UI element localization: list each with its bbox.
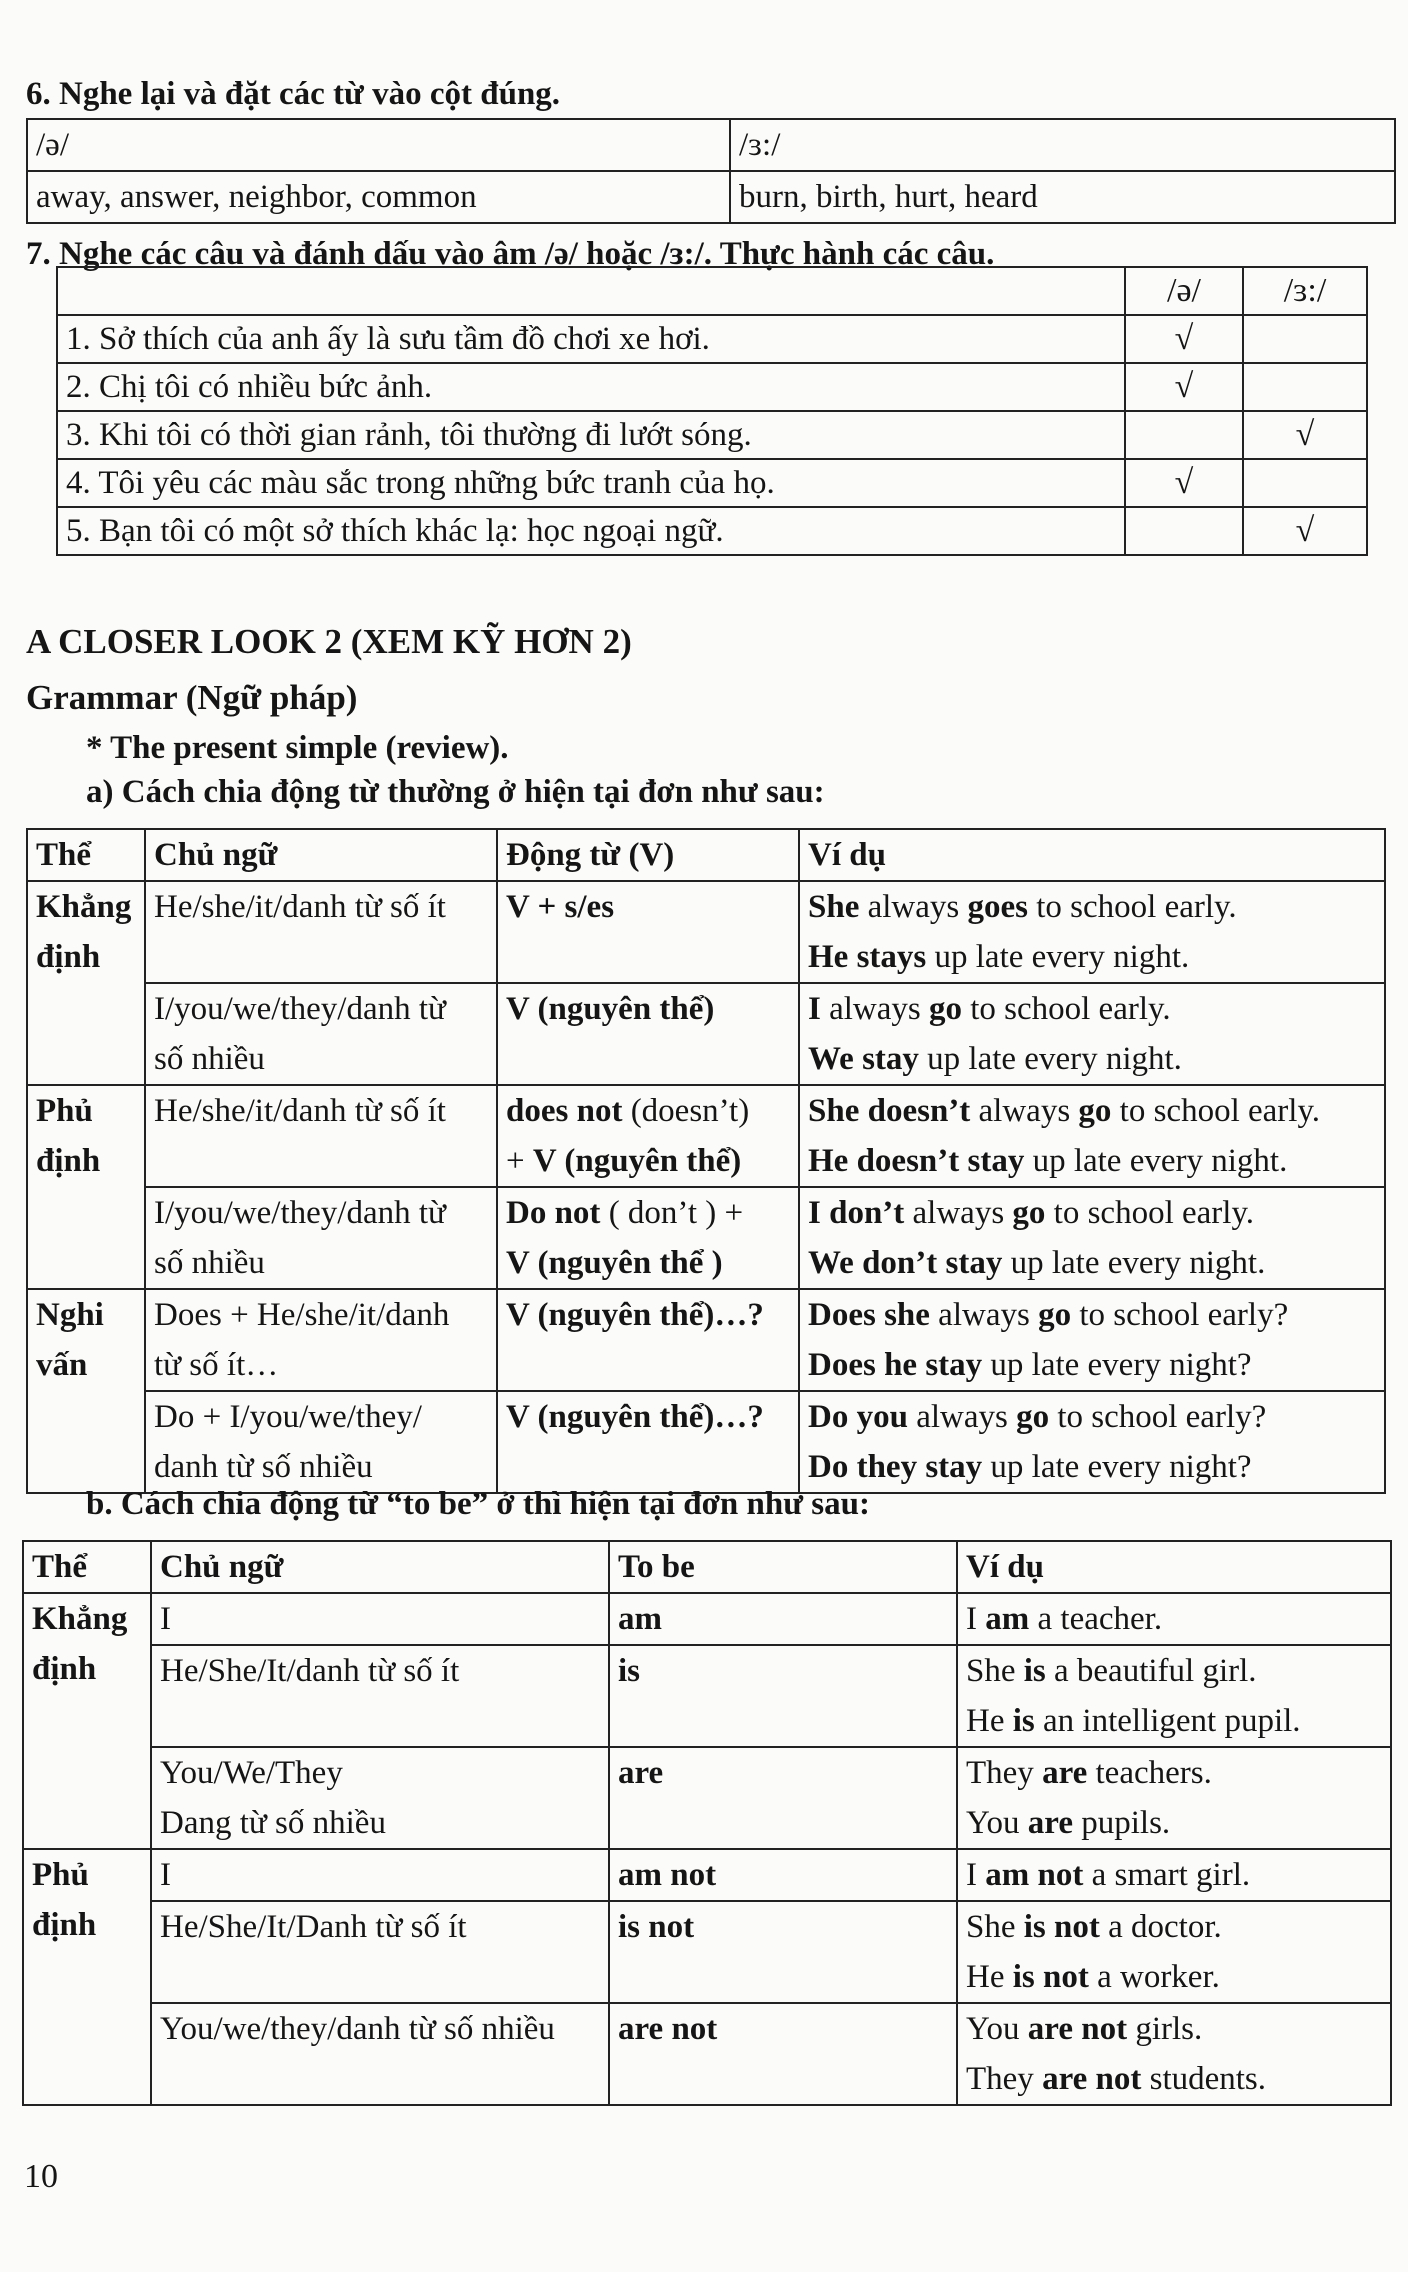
er-words: burn, birth, hurt, heard xyxy=(730,171,1395,223)
header-subject: Chủ ngữ xyxy=(145,829,497,881)
sentence-1: 1. Sở thích của anh ấy là sưu tầm đồ chơi xe hơi. xyxy=(57,315,1125,363)
check-mark xyxy=(1125,507,1243,555)
form-affirmative: Khẳng định xyxy=(27,881,145,1085)
exercise-6-table xyxy=(26,118,1396,224)
subject-cell: He/She/It/Danh từ số ít xyxy=(151,1901,609,2003)
check-mark: √ xyxy=(1243,411,1367,459)
sentence-3: 3. Khi tôi có thời gian rảnh, tôi thường đi lướt sóng. xyxy=(57,411,1125,459)
subject-cell: I/you/we/they/danh từ số nhiều xyxy=(145,1187,497,1289)
subject-cell: He/She/It/danh từ số ít xyxy=(151,1645,609,1747)
present-simple-table xyxy=(26,828,1386,1494)
table-row xyxy=(57,459,1367,507)
verb-cell: V (nguyên thể)…? xyxy=(497,1391,799,1493)
subject-cell: Do + I/you/we/they/ danh từ số nhiều xyxy=(145,1391,497,1493)
sentence-5: 5. Bạn tôi có một sở thích khác lạ: học ngoại ngữ. xyxy=(57,507,1125,555)
subject-cell: I xyxy=(151,1849,609,1901)
check-mark xyxy=(1243,363,1367,411)
form-negative: Phủ định xyxy=(23,1849,151,2105)
check-mark xyxy=(1125,411,1243,459)
verb-cell: does not (doesn’t) + V (nguyên thể) xyxy=(497,1085,799,1187)
check-mark xyxy=(1243,315,1367,363)
check-mark: √ xyxy=(1243,507,1367,555)
table-row xyxy=(57,507,1367,555)
header-form: Thể xyxy=(27,829,145,881)
verb-cell: V (nguyên thể) xyxy=(497,983,799,1085)
table-row xyxy=(57,363,1367,411)
example-cell: I am a teacher. xyxy=(957,1593,1391,1645)
check-mark: √ xyxy=(1125,459,1243,507)
example-cell: I am not a smart girl. xyxy=(957,1849,1391,1901)
exercise-7-table xyxy=(56,266,1368,556)
example-cell: She always goes to school early. He stays up late every night. xyxy=(799,881,1385,983)
table-row xyxy=(27,171,1395,223)
page-number: 10 xyxy=(24,2158,58,2195)
section-title: A CLOSER LOOK 2 (XEM KỸ HƠN 2) xyxy=(26,622,632,661)
exercise-7-title: 7. Nghe các câu và đánh dấu vào âm /ə/ hoặc /ɜ:/. Thực hành các câu. xyxy=(26,236,995,272)
check-mark xyxy=(1243,459,1367,507)
form-negative: Phủ định xyxy=(27,1085,145,1289)
verb-cell: V (nguyên thể)…? xyxy=(497,1289,799,1391)
table-row xyxy=(23,1541,1391,1593)
table-row xyxy=(23,2003,1391,2105)
example-cell: Does she always go to school early? Does he stay up late every night? xyxy=(799,1289,1385,1391)
subject-cell: You/We/They Dang từ số nhiều xyxy=(151,1747,609,1849)
header-form: Thể xyxy=(23,1541,151,1593)
table-row xyxy=(57,315,1367,363)
part-b-heading: b. Cách chia động từ “to be” ở thì hiện tại đơn như sau: xyxy=(86,1486,870,1522)
schwa-words: away, answer, neighbor, common xyxy=(27,171,730,223)
form-question: Nghi vấn xyxy=(27,1289,145,1493)
table-row xyxy=(57,267,1367,315)
to-be-cell: is xyxy=(609,1645,957,1747)
table-row xyxy=(23,1645,1391,1747)
table-row xyxy=(27,1289,1385,1391)
table-row xyxy=(27,829,1385,881)
part-a-heading: a) Cách chia động từ thường ở hiện tại đơn như sau: xyxy=(86,774,825,810)
table-row xyxy=(23,1747,1391,1849)
example-cell: Do you always go to school early? Do they stay up late every night? xyxy=(799,1391,1385,1493)
header-subject: Chủ ngữ xyxy=(151,1541,609,1593)
table-row xyxy=(23,1901,1391,2003)
er-column-header: /ɜ:/ xyxy=(1243,267,1367,315)
example-cell: She doesn’t always go to school early. He doesn’t stay up late every night. xyxy=(799,1085,1385,1187)
example-cell: They are teachers. You are pupils. xyxy=(957,1747,1391,1849)
to-be-cell: are xyxy=(609,1747,957,1849)
to-be-table xyxy=(22,1540,1392,2106)
verb-cell: Do not ( don’t ) + V (nguyên thể ) xyxy=(497,1187,799,1289)
table-row xyxy=(23,1593,1391,1645)
subject-cell: I xyxy=(151,1593,609,1645)
to-be-cell: are not xyxy=(609,2003,957,2105)
subject-cell: He/she/it/danh từ số ít xyxy=(145,1085,497,1187)
sentence-4: 4. Tôi yêu các màu sắc trong những bức tranh của họ. xyxy=(57,459,1125,507)
table-row xyxy=(27,1391,1385,1493)
to-be-cell: is not xyxy=(609,1901,957,2003)
sentence-2: 2. Chị tôi có nhiều bức ảnh. xyxy=(57,363,1125,411)
to-be-cell: am xyxy=(609,1593,957,1645)
table-row xyxy=(57,411,1367,459)
header-example: Ví dụ xyxy=(957,1541,1391,1593)
subject-cell: Does + He/she/it/danh từ số ít… xyxy=(145,1289,497,1391)
check-mark: √ xyxy=(1125,315,1243,363)
check-mark: √ xyxy=(1125,363,1243,411)
example-cell: I don’t always go to school early. We don’t stay up late every night. xyxy=(799,1187,1385,1289)
example-cell: She is not a doctor. He is not a worker. xyxy=(957,1901,1391,2003)
table-row xyxy=(27,881,1385,983)
subject-cell: He/she/it/danh từ số ít xyxy=(145,881,497,983)
schwa-column-header: /ə/ xyxy=(1125,267,1243,315)
header-to-be: To be xyxy=(609,1541,957,1593)
schwa-header: /ə/ xyxy=(27,119,730,171)
table-row xyxy=(27,1187,1385,1289)
example-cell: You are not girls. They are not students. xyxy=(957,2003,1391,2105)
example-cell: I always go to school early. We stay up late every night. xyxy=(799,983,1385,1085)
er-header: /ɜ:/ xyxy=(730,119,1395,171)
table-row xyxy=(27,1085,1385,1187)
topic-heading: * The present simple (review). xyxy=(86,730,509,766)
form-affirmative: Khẳng định xyxy=(23,1593,151,1849)
table-row xyxy=(23,1849,1391,1901)
header-example: Ví dụ xyxy=(799,829,1385,881)
table-row xyxy=(27,119,1395,171)
header-verb: Động từ (V) xyxy=(497,829,799,881)
example-cell: She is a beautiful girl. He is an intelligent pupil. xyxy=(957,1645,1391,1747)
table-row xyxy=(27,983,1385,1085)
grammar-heading: Grammar (Ngữ pháp) xyxy=(26,678,358,717)
verb-cell: V + s/es xyxy=(497,881,799,983)
subject-cell: You/we/they/danh từ số nhiều xyxy=(151,2003,609,2105)
subject-cell: I/you/we/they/danh từ số nhiều xyxy=(145,983,497,1085)
to-be-cell: am not xyxy=(609,1849,957,1901)
exercise-6-title: 6. Nghe lại và đặt các từ vào cột đúng. xyxy=(26,76,561,112)
